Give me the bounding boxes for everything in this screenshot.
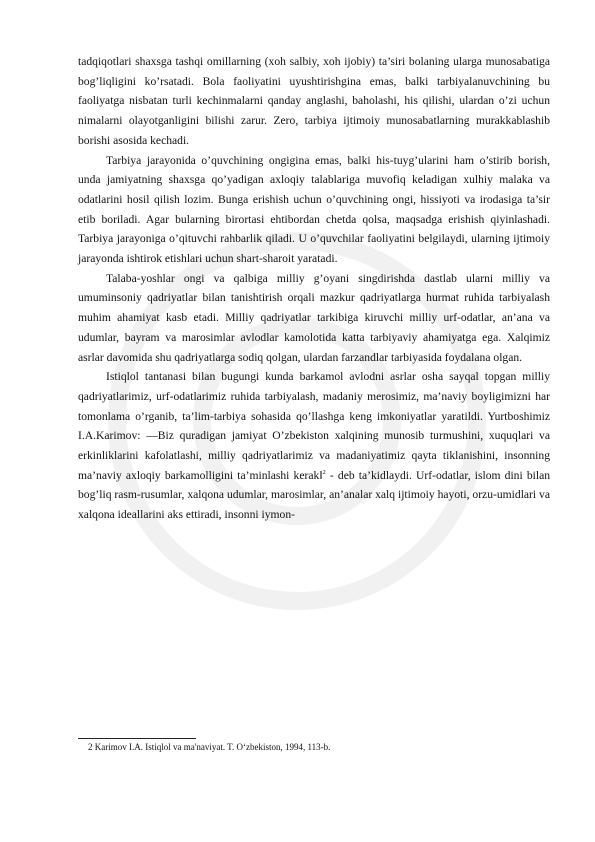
paragraph-4-after-note: - deb ta’kidlaydi. Urf-odatlar, islom dini bilan bog’liq rasm-rusumlar, xalqona udumlar, marosimlar, an’analar xalq ijtimoiy hayoti, orzu-umidlari va xalqona ideallarini aks ettiradi, insonni iymon- [78, 468, 551, 522]
footnote-text: Karimov I.A. Istiqlol va ma'naviyat. T. O‘zbekiston, 1994, 113-b. [92, 742, 331, 752]
footnote [88, 741, 330, 753]
paragraph-1: tadqiqotlari shaxsga tashqi omillarning (xoh salbiy, xoh ijobiy) ta’siri bolaning ularga munosabatiga bog’liqligini ko’rsatadi. Bola faoliyatini uyushtirishgina emas, balki tarbiyalanuvchining bu faoliyatga nisbatan turli kechinmalarni qanday anglashi, baholashi, his qilishi, ulardan o’zi uchun nimalarni olayotganligini bilishi zarur. Zero, tarbiya ijtimoiy munosabatlarning murakkablashib borishi asosida kechadi. [78, 55, 550, 147]
footnote-marker[interactable]: 2 [322, 468, 326, 476]
footnote-number: 2 [88, 742, 93, 752]
paragraph-3: Talaba-yoshlar ongi va qalbiga milliy g’oyani singdirishda dastlab ularni milliy va umuminsoniy qadriyatlar bilan tanishtirish orqali mazkur qadriyatlarga hurmat ruhida tarbiyalash muhim ahamiyat kasb etadi. Milliy qadriyatlar tarkibiga kiruvchi milliy urf-odatlar, an’ana va udumlar, bayram va marosimlar avlodlar kamolotida katta tarbiyaviy ahamiyatga ega. Xalqimiz asrlar davomida shu qadriyatlarga sodiq qolgan, ulardan farzandlar tarbiyasida foydalana olgan. [78, 271, 550, 364]
paragraph-4 [78, 367, 550, 525]
footnote-divider [78, 738, 196, 739]
paragraph-2: Tarbiya jarayonida o’quvchining ongigina emas, balki his-tuyg’ularini ham o’stirib borish, unda jamiyatning shaxsga qo’yadigan axloqiy talablariga muvofiq keladigan xulhiy malaka va odatlarini hosil qilish lozim. Bunga erishish uchun o’quvchining ongi, hissiyoti va irodasiga ta’sir etib boriladi. Agar bularning birortasi ehtibordan chetda qolsa, maqsadga erishish qiyinlashadi. Tarbiya jarayoniga o’qituvchi rahbarlik qiladi. U o’quvchilar faoliyatini belgilaydi, ularning ijtimoiy jarayonda ishtirok etishlari uchun shart-sharoit yaratadi. [78, 153, 550, 266]
document-body [78, 52, 550, 525]
paragraph-4-before-note: Istiqlol tantanasi bilan bugungi kunda barkamol avlodni asrlar osha sayqal topgan milliy qadriyatlarimiz, urf-odatlarimiz ruhida tarbiyalash, madaniy merosimiz, ma’naviy boyligimizni har tomonlama o’rganib, ta’lim-tarbiya sohasida qo’llashga keng imkoniyatlar yaratildi. Yurtboshimiz I.A.Karimov: ―Biz quradigan jamiyat O’zbekiston xalqining munosib turmushini, xuquqlari va erkinliklarini kafolatlashi, milliy qadriyatlarimiz va madaniyatimiz qayta tiklanishini, insonning ma’naviy axloqiy barkamolligini ta’minlashi kerak‖ [78, 370, 550, 482]
